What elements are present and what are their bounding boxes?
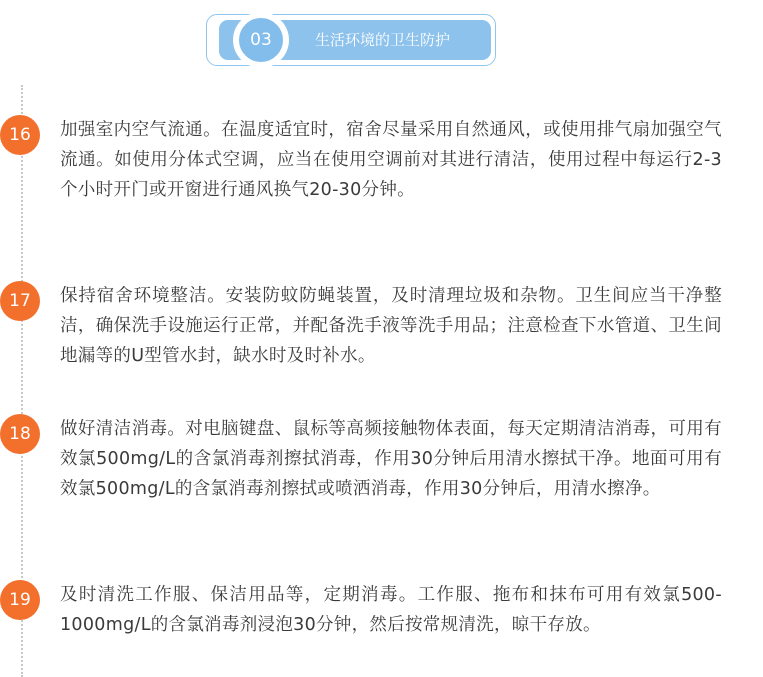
- section-header: [206, 14, 496, 66]
- item-number-badge: 18: [0, 414, 40, 454]
- item-text: 做好清洁消毒。对电脑键盘、鼠标等高频接触物体表面，每天定期清洁消毒，可用有效氯500mg/L的含氯消毒剂擦拭消毒，作用30分钟后用清水擦拭干净。地面可用有效氯500mg/L的含氯消毒剂擦拭或喷洒消毒，作用30分钟后，用清水擦净。: [60, 419, 722, 499]
- item-text: 保持宿舍环境整洁。安装防蚊防蝇装置，及时清理垃圾和杂物。卫生间应当干净整洁，确保洗手设施运行正常，并配备洗手液等洗手用品；注意检查下水管道、卫生间地漏等的U型管水封，缺水时及时补水。: [60, 286, 722, 366]
- item-text: 加强室内空气流通。在温度适宜时，宿舍尽量采用自然通风，或使用排气扇加强空气流通。如使用分体式空调，应当在使用空调前对其进行清洁，使用过程中每运行2-3个小时开门或开窗进行通风换气20-30分钟。: [60, 120, 722, 200]
- item-number-badge: 16: [0, 115, 40, 155]
- section-number-circle: [233, 12, 289, 68]
- section-number: 03: [237, 16, 285, 64]
- section-title: 生活环境的卫生防护: [315, 31, 451, 49]
- item-text: 及时清洗工作服、保洁用品等，定期消毒。工作服、拖布和抹布可用有效氯500-1000mg/L的含氯消毒剂浸泡30分钟，然后按常规清洗，晾干存放。: [60, 585, 722, 635]
- item-number-badge: 19: [0, 580, 40, 620]
- item-number-badge: 17: [0, 281, 40, 321]
- section-header-banner: [219, 20, 491, 60]
